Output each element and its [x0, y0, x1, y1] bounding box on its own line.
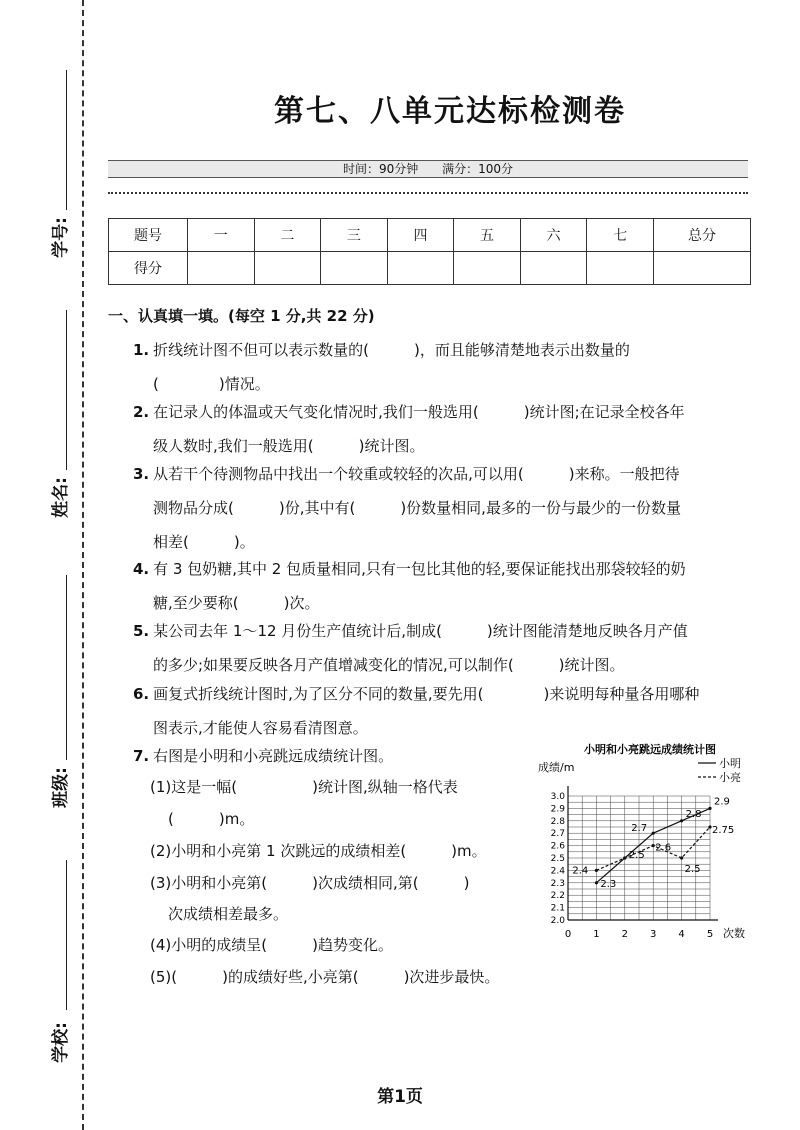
score-input-cell[interactable]: [520, 252, 587, 285]
data-point: [680, 819, 683, 822]
x-tick-label: 1: [593, 929, 600, 940]
data-point: [595, 869, 598, 872]
question-line: 4. 有 3 包奶糖,其中 2 包质量相同,只有一包比其他的轻,要保证能找出那袋较轻的奶: [133, 560, 686, 578]
legend-label: 小明: [719, 757, 741, 770]
question-line: 2. 在记录人的体温或天气变化情况时,我们一般选用( )统计图;在记录全校各年: [133, 403, 685, 421]
question-line: 6. 画复式折线统计图时,为了区分不同的数量,要先用( )来说明每种量各用哪种: [133, 685, 700, 703]
class-label: 班级:: [50, 767, 71, 808]
q7-sub-3a: (3)小明和小亮第( )次成绩相同,第( ): [150, 874, 470, 892]
page-title: 第七、八单元达标检测卷: [274, 94, 626, 129]
x-tick-label: 4: [678, 929, 685, 940]
y-tick-label: 2.7: [550, 829, 565, 840]
binding-dashed-line: [82, 0, 84, 1130]
question-4: [133, 552, 753, 620]
question-line: 级人数时,我们一般选用( )统计图。: [153, 437, 425, 455]
y-tick-label: 2.6: [550, 841, 565, 852]
score-cell: 七: [587, 219, 654, 252]
x-tick-label: 5: [706, 929, 714, 940]
y-tick-label: 2.9: [550, 804, 565, 815]
question-2: [133, 395, 753, 463]
question-line: 糖,至少要称( )次。: [153, 594, 320, 612]
score-table: [108, 218, 751, 285]
score-cell: 四: [387, 219, 454, 252]
score-input-cell[interactable]: [454, 252, 521, 285]
name-line: [66, 310, 67, 470]
q7-sub-4: (4)小明的成绩呈( )趋势变化。: [150, 936, 393, 954]
legend-label: 小亮: [719, 771, 741, 784]
q7-sub-2: (2)小明和小亮第 1 次跳远的成绩相差( )m。: [150, 842, 487, 860]
y-tick-label: 2.2: [550, 891, 565, 902]
y-tick-label: 2.3: [550, 878, 565, 889]
score-input-cell[interactable]: [654, 252, 751, 285]
data-label: 2.5: [684, 864, 701, 875]
data-point: [623, 856, 626, 859]
section-title: 一、认真填一填。(每空 1 分,共 22 分): [108, 307, 375, 325]
q7-sub-1b: ( )m。: [168, 810, 255, 828]
y-tick-label: 2.1: [550, 903, 565, 914]
question-line: 1. 折线统计图不但可以表示数量的( )，而且能够清楚地表示出数量的: [133, 341, 630, 359]
score-cell: 五: [454, 219, 521, 252]
q7-sub-1a: (1)这是一幅( )统计图,纵轴一格代表: [150, 778, 458, 796]
score-cell: 三: [321, 219, 388, 252]
data-point: [708, 807, 711, 810]
question-line: 相差( )。: [153, 533, 255, 551]
score-cell: 六: [520, 219, 587, 252]
data-label: 2.3: [600, 878, 617, 890]
school-line: [66, 860, 67, 1010]
data-label: 2.8: [685, 808, 702, 820]
chart-y-axis-label: 成绩/m: [538, 761, 575, 774]
question-line: 3. 从若干个待测物品中找出一个较重或较轻的次品,可以用( )来称。一般把待: [133, 465, 680, 483]
data-label: 2.75: [712, 825, 735, 836]
score-table-header-row: [109, 219, 751, 252]
data-label: 2.7: [631, 823, 648, 835]
data-point: [680, 856, 683, 859]
question-line: 图表示,才能使人容易看清图意。: [153, 719, 368, 737]
student-no-line: [66, 70, 67, 210]
score-cell: 二: [254, 219, 321, 252]
x-tick-label: 2: [621, 929, 628, 940]
question-5: [133, 614, 753, 682]
score-input-cell[interactable]: [188, 252, 255, 285]
x-tick-label: 0: [564, 929, 572, 940]
score-cell: 一: [188, 219, 255, 252]
y-tick-label: 2.5: [550, 854, 565, 864]
chart-title: 小明和小亮跳远成绩统计图: [584, 743, 716, 756]
question-6: [133, 677, 753, 745]
question-line: 测物品分成( )份,其中有( )份数量相同,最多的一份与最少的一份数量: [153, 499, 681, 517]
question-line: 5. 某公司去年 1～12 月份生产值统计后,制成( )统计图能清楚地反映各月产值: [133, 622, 688, 640]
score-input-cell[interactable]: [387, 252, 454, 285]
data-point: [652, 832, 655, 835]
q7-sub-5: (5)( )的成绩好些,小亮第( )次进步最快。: [150, 968, 500, 986]
question-line: ( )情况。: [153, 375, 270, 393]
score-cell: 总分: [654, 219, 751, 252]
chart-x-axis-label: 次数: [723, 927, 745, 940]
data-label: 2.5: [628, 850, 645, 861]
dotted-divider: [108, 192, 748, 194]
jump-score-line-chart: [530, 740, 760, 950]
data-label: 2.4: [572, 865, 589, 877]
exam-meta: [108, 160, 748, 178]
class-line: [66, 575, 67, 760]
question-line: 的多少;如果要反映各月产值增减变化的情况,可以制作( )统计图。: [153, 656, 625, 674]
question-line: 7. 右图是小明和小亮跳远成绩统计图。: [133, 747, 394, 765]
data-label: 2.6: [655, 842, 672, 854]
score-input-cell[interactable]: [321, 252, 388, 285]
page-number: 第1页: [377, 1087, 423, 1107]
data-label: 2.9: [714, 796, 730, 808]
school-label: 学校:: [50, 1022, 71, 1063]
data-point: [595, 881, 598, 884]
score-input-cell[interactable]: [587, 252, 654, 285]
y-tick-label: 2.4: [550, 866, 565, 877]
exam-full-score: 满分：100分: [442, 162, 513, 176]
y-tick-label: 3.0: [550, 792, 565, 802]
score-cell: 题号: [109, 219, 188, 252]
score-input-cell[interactable]: [254, 252, 321, 285]
student-no-label: 学号:: [50, 217, 71, 258]
y-tick-label: 2.8: [550, 816, 565, 827]
q7-sub-3b: 次成绩相差最多。: [168, 905, 289, 923]
name-label: 姓名:: [50, 477, 71, 518]
score-table-score-row: [109, 252, 751, 285]
question-3: [133, 457, 753, 559]
score-cell: 得分: [109, 252, 188, 285]
question-7: [133, 739, 533, 773]
x-tick-label: 3: [650, 929, 657, 940]
exam-time: 时间：90分钟: [342, 162, 419, 176]
y-tick-label: 2.0: [550, 916, 565, 926]
question-1: [133, 333, 753, 401]
